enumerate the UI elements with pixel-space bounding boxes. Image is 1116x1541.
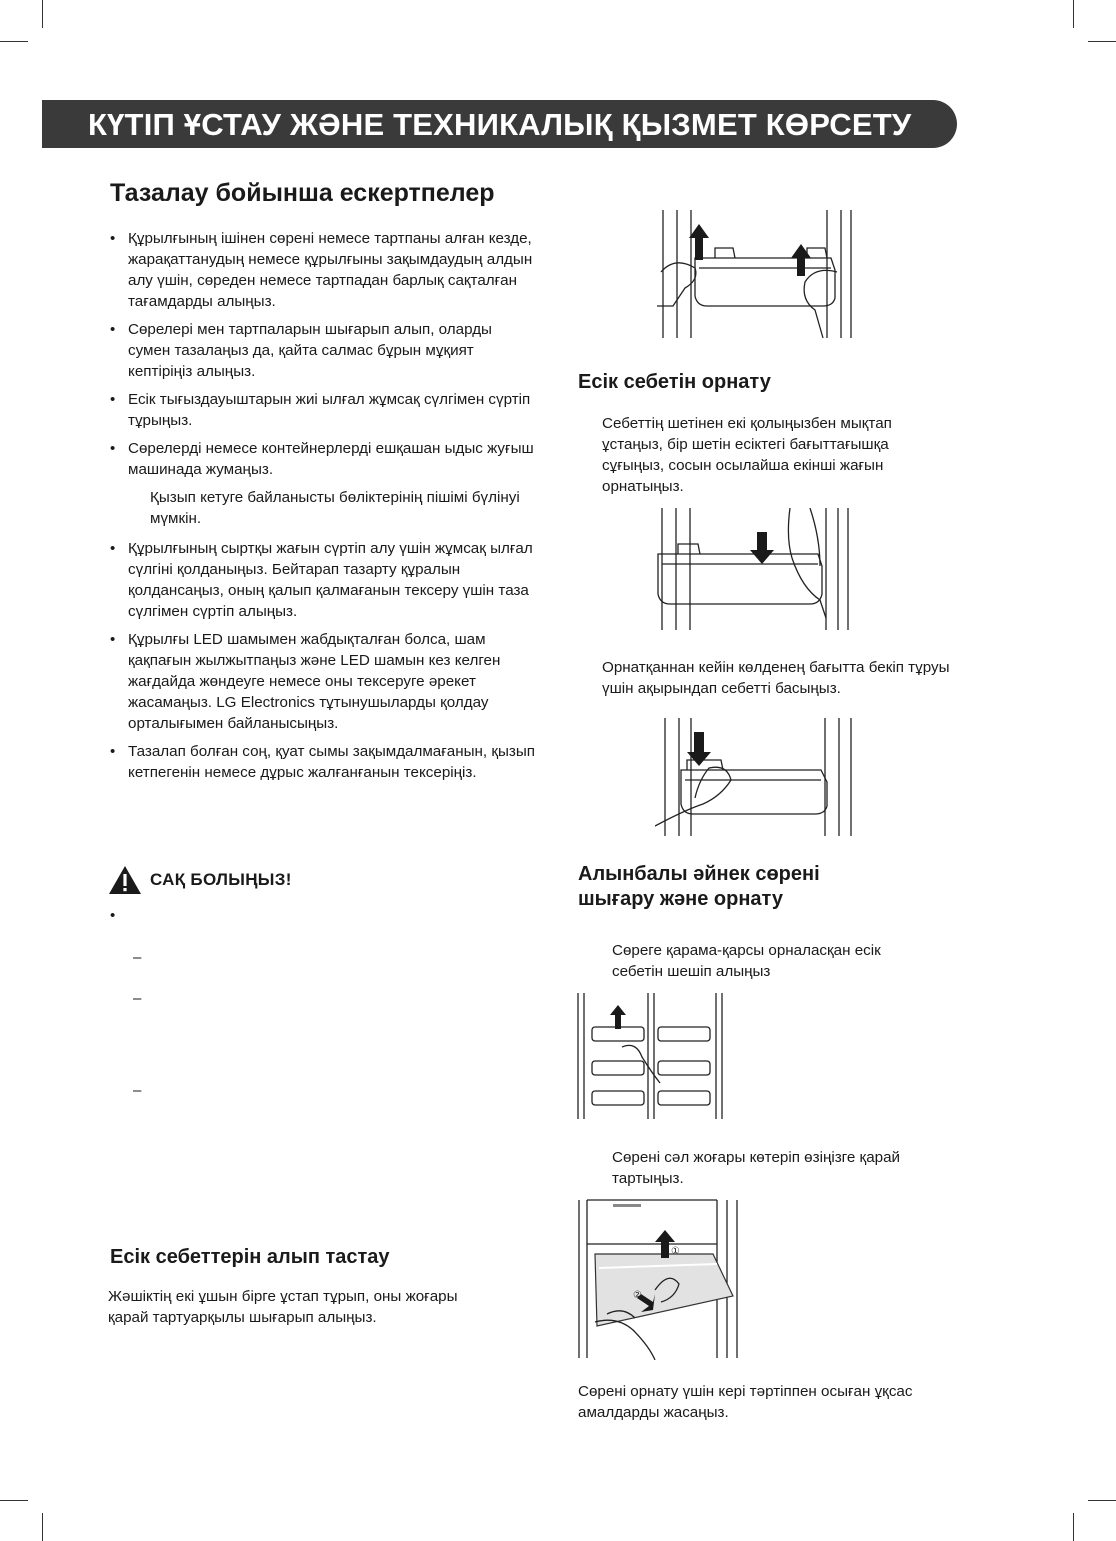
remove-baskets-title: Есік себеттерін алып тастау: [110, 1246, 390, 1268]
glass-shelf-step-2: Сөрені сәл жоғары көтеріп өзіңізге қарай тартыңыз.: [612, 1149, 901, 1187]
dash-marker: –: [133, 990, 142, 1007]
cleaning-title: Тазалау бойынша ескертпелер: [110, 179, 495, 207]
door-baskets-illustration: [576, 993, 726, 1119]
step-marker-2: ②: [633, 1290, 642, 1301]
dash-marker: –: [133, 949, 142, 966]
install-basket-text-2: Орнатқаннан кейін көлденең бағытта бекіп тұруы үшін ақырындап себетті басыңыз.: [602, 659, 950, 697]
section-title: КҮТІП ҰСТАУ ЖӘНЕ ТЕХНИКАЛЫҚ ҚЫЗМЕТ КӨРСЕТУ: [88, 107, 912, 142]
section-banner: [42, 100, 957, 148]
cleaning-list: [108, 228, 538, 487]
list-item: • Құрылғының ішінен сөрені немесе тартпаны алған кезде, жарақаттанудың немесе құрылғыны зақымдаудың алдын алу үшін, сөреден немесе тартпадан барлық сақталған тағамдарды алыңыз.: [108, 228, 538, 312]
caution-label: САҚ БОЛЫҢЫЗ!: [150, 870, 292, 889]
crop-mark: [42, 0, 43, 28]
crop-mark: [0, 1500, 28, 1501]
dash-marker: –: [133, 1082, 142, 1099]
caution-heading: [108, 865, 292, 895]
crop-mark: [1073, 1513, 1074, 1541]
list-item: • Құрылғы LED шамымен жабдықталған болса, шам қақпағын жылжытпаңыз және LED шамын кез келген жағдайда жөндеуге немесе оны тексеруге әрекет жасамаңыз. LG Electronics тұтынушыларды қолдау орталығымен байланысыңыз.: [108, 629, 538, 734]
crop-mark: [1088, 41, 1116, 42]
install-basket-text-1: Себеттің шетінен екі қолыңызбен мықтап ұстаңыз, бір шетін есіктегі бағыттағышқа сұғыңыз, сосын осылайша екінші жағын орнатыңыз.: [602, 415, 892, 495]
bullet-marker: •: [110, 907, 116, 924]
glass-shelf-step-3: Сөрені орнату үшін кері тәртіппен осыған ұқсас амалдарды жасаңыз.: [578, 1383, 913, 1421]
basket-removal-illustration: [655, 210, 855, 340]
crop-mark: [42, 1513, 43, 1541]
list-item: • Құрылғының сыртқы жағын сүртіп алу үшін жұмсақ ылғал сүлгіні қолданыңыз. Бейтарап тазарту құралын қолдансаңыз, оның қалып қалмағанын тексеру үшін таза сүлгімен сүртіп алыңыз.: [108, 538, 538, 622]
glass-shelf-title-line-1: Алынбалы әйнек сөрені: [578, 863, 820, 885]
glass-shelf-title-line-2: шығару және орнату: [578, 888, 783, 910]
crop-mark: [0, 41, 28, 42]
warning-triangle-icon: [108, 865, 142, 895]
crop-mark: [1088, 1500, 1116, 1501]
remove-baskets-text: Жәшіктің екі ұшын бірге ұстап тұрып, оны жоғары қарай тартуарқылы шығарып алыңыз.: [108, 1288, 458, 1326]
list-item: • Есік тығыздауыштарын жиі ылғал жұмсақ сүлгімен сүртіп тұрыңыз.: [108, 389, 538, 431]
glass-shelf-title: [578, 862, 820, 912]
cleaning-list-2: [108, 538, 538, 790]
list-item: • Сөрелерді немесе контейнерлерді ешқашан ыдыс жуғыш машинада жумаңыз.: [108, 438, 538, 480]
cleaning-note: Қызып кетуге байланысты бөліктерінің пішімі бүлінуі мүмкін.: [150, 489, 520, 527]
glass-shelf-step-1: Сөреге қарама-қарсы орналасқан есік себетін шешіп алыңыз: [612, 942, 881, 980]
list-item: • Тазалап болған соң, қуат сымы зақымдалмағанын, қызып кетпегенін немесе дұрыс жалғанғанын тексеріңіз.: [108, 741, 538, 783]
basket-press-illustration: [655, 718, 855, 838]
basket-install-illustration: [650, 508, 850, 632]
install-basket-title: Есік себетін орнату: [578, 371, 771, 393]
glass-shelf-illustration: [577, 1198, 739, 1360]
step-marker-1: ①: [671, 1246, 680, 1257]
crop-mark: [1073, 0, 1074, 28]
list-item: • Сөрелері мен тартпаларын шығарып алып, оларды сумен тазалаңыз да, қайта салмас бұрын мұқият кептіріңіз алыңыз.: [108, 319, 538, 382]
